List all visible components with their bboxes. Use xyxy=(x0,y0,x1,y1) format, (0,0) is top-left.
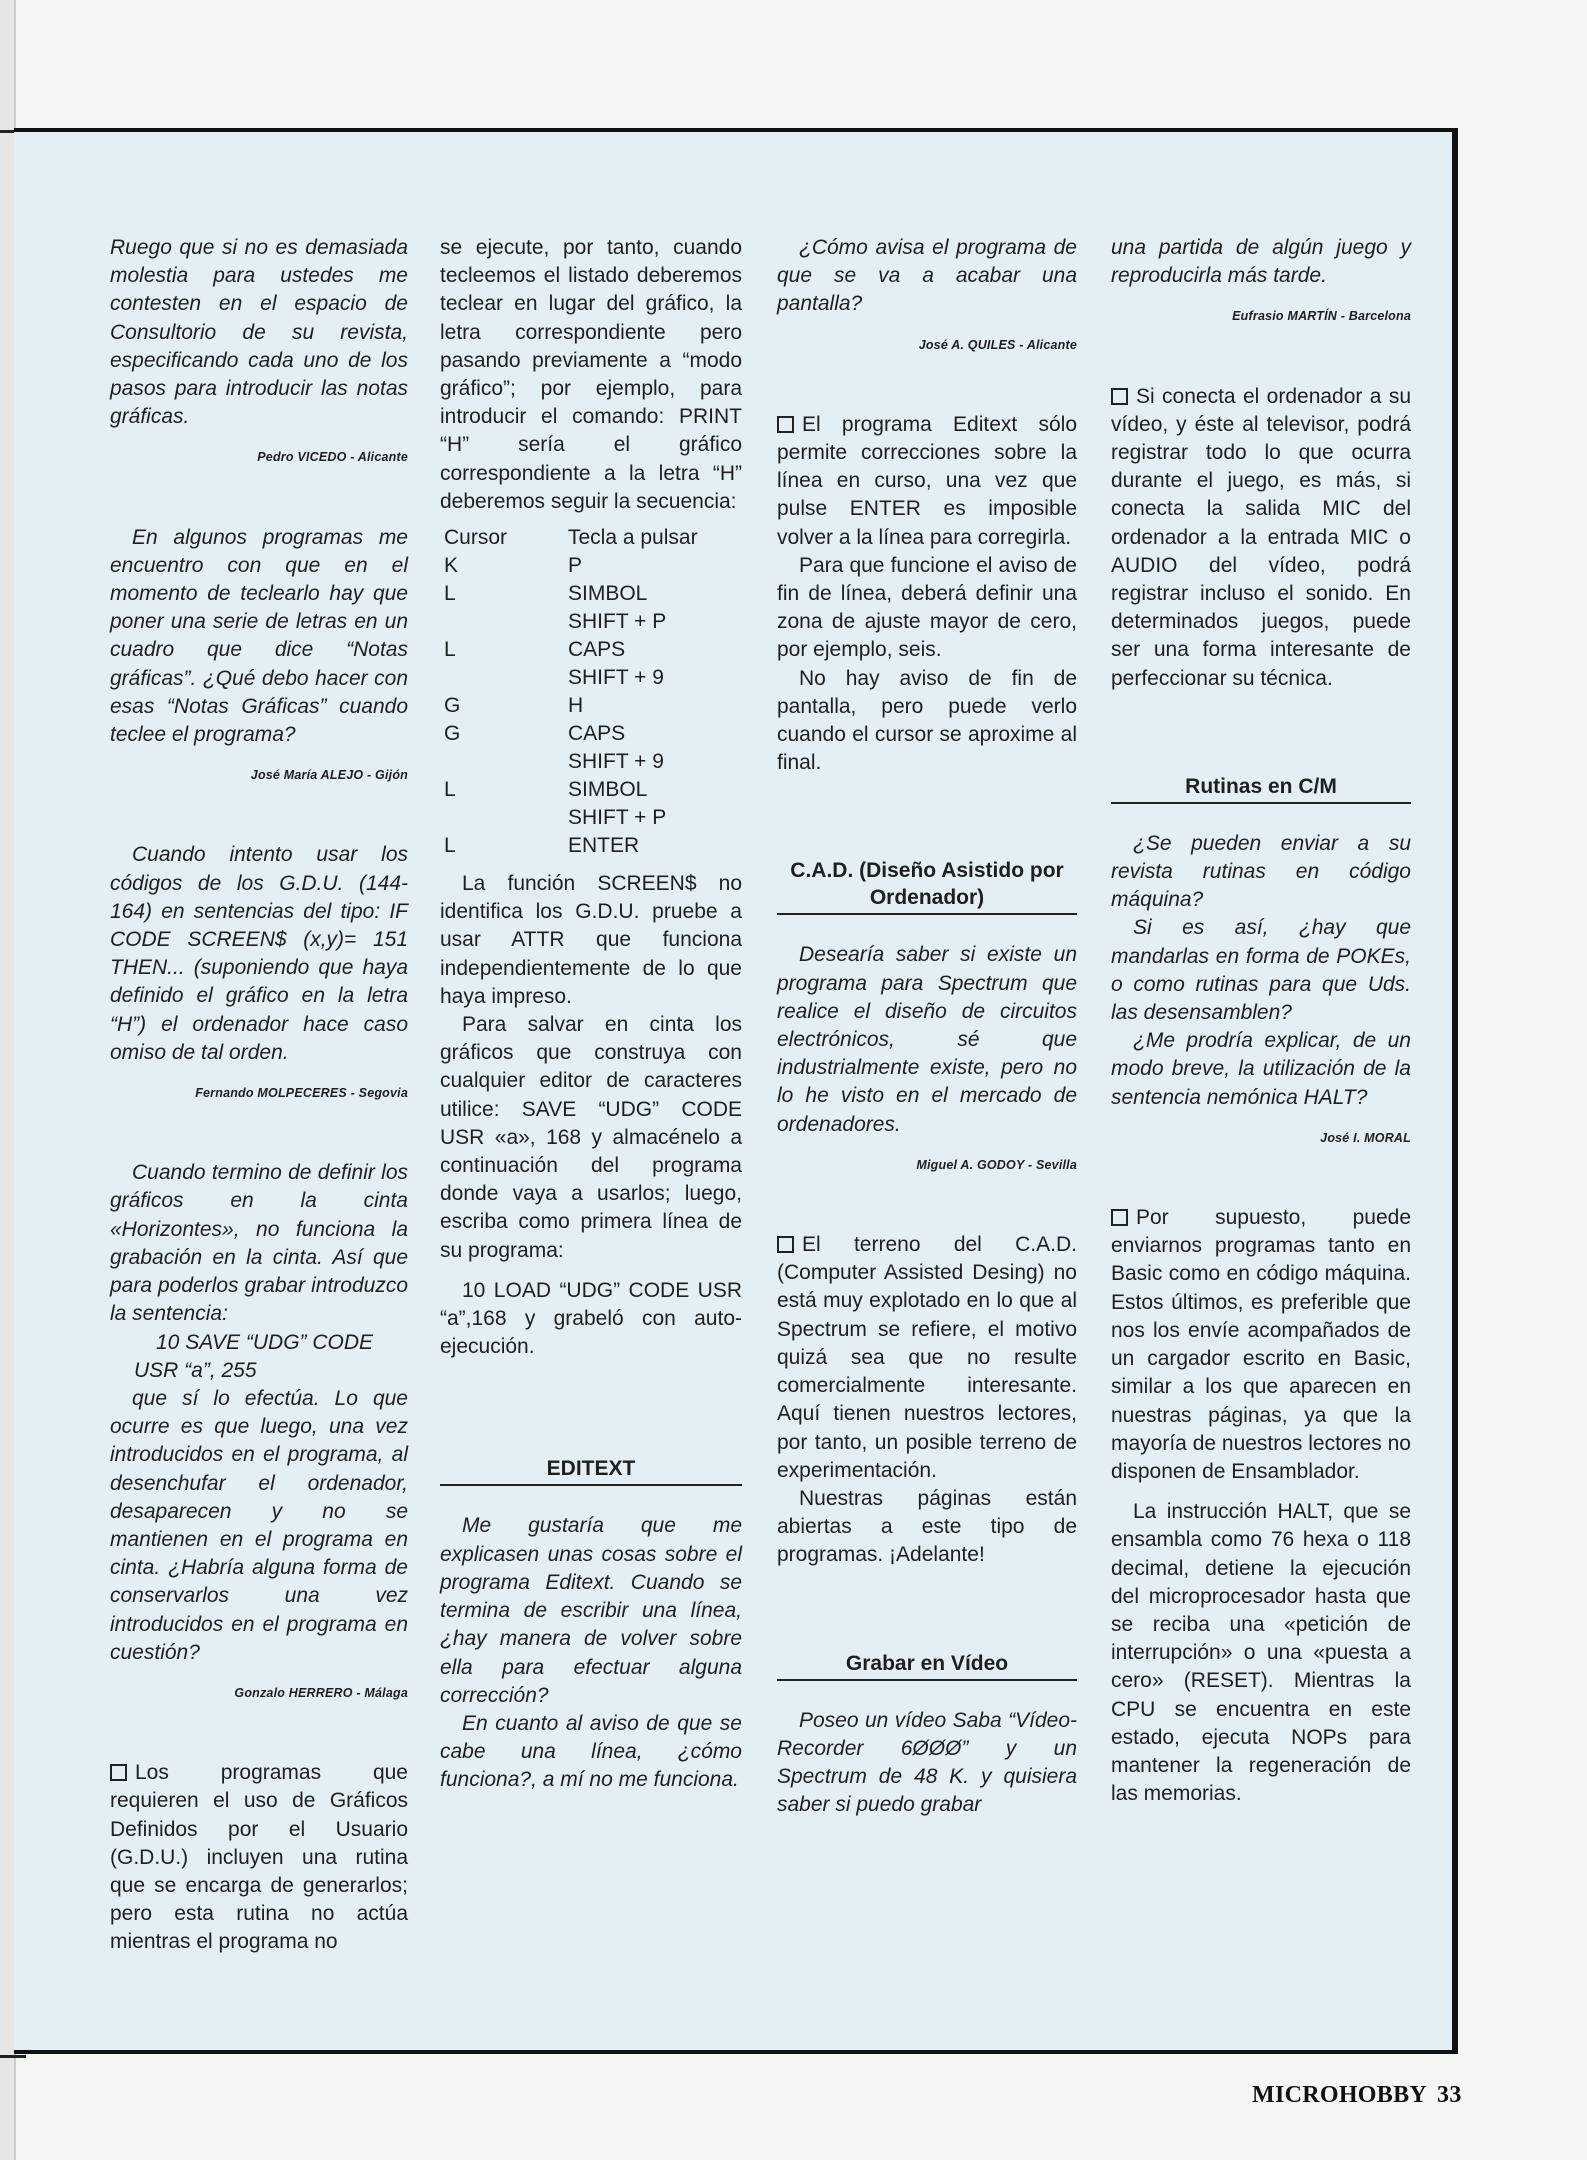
reader-letter: que sí lo efectúa. Lo que ocurre es que luego, una vez introducidos en el programa, al desenchufar el ordenador, desaparecen y no se mantienen en el programa en cinta. ¿Habría alguna forma de conservarlos una vez introducidos en el programa en cuestión? xyxy=(110,1386,408,1664)
answer-paragraph: La función SCREEN$ no identifica los G.D.U. pruebe a usar ATTR que funciona independientemente de lo que haya impreso. xyxy=(440,872,742,1008)
section-heading-editext: EDITEXT xyxy=(440,1455,742,1486)
table-cell: SIMBOL xyxy=(568,582,648,606)
table-row xyxy=(440,804,742,832)
answer-paragraph: se ejecute, por tanto, cuando tecleemos el listado deberemos teclear en lugar del gráfico, la letra correspondiente pero pasando previamente a “modo gráfico”; por ejemplo, para introducir el comando: PRINT “H” sería el gráfico correspondiente a la letra “H” deberemos seguir la secuencia: xyxy=(440,236,742,513)
table-cell: SHIFT + P xyxy=(568,806,667,830)
letter-signature: Eufrasio MARTÍN - Barcelona xyxy=(1232,309,1411,324)
answer-box-icon xyxy=(777,416,794,433)
reader-letter: Me gustaría que me explicasen unas cosas sobre el programa Editext. Cuando se termina de escribir una línea, ¿hay manera de volver sobre ella para efectuar alguna corrección? xyxy=(440,1514,742,1707)
letter-signature: Pedro VICEDO - Alicante xyxy=(257,450,408,465)
table-cell: ENTER xyxy=(568,834,640,858)
answer-paragraph: Nuestras páginas están abiertas a este tipo de programas. ¡Adelante! xyxy=(777,1486,1077,1567)
table-cell: SIMBOL xyxy=(568,778,648,802)
column-1 xyxy=(110,234,408,1957)
magazine-name: MICROHOBBY xyxy=(1252,2082,1428,2108)
table-cell xyxy=(440,804,568,832)
table-cell: P xyxy=(568,554,583,578)
table-cell xyxy=(440,608,568,636)
reader-letter: En algunos programas me encuentro con que en el momento de teclearlo hay que poner una serie de letras en un cuadro que dice “Notas gráficas”. ¿Qué debo hacer con esas “Notas Gráficas” cuando teclee el programa? xyxy=(110,525,408,747)
reader-letter: En cuanto al aviso de que se cabe una línea, ¿cómo funciona?, a mí no me funciona. xyxy=(440,1711,742,1792)
reader-letter: Cuando intento usar los códigos de los G.D.U. (144-164) en sentencias del tipo: IF CODE SCREEN$ (x,y)= 151 THEN... (suponiendo que haya definido el gráfico en la letra “H”) el ordenador hace caso omiso de tal orden. xyxy=(110,843,408,1064)
reader-letter: ¿Me prodría explicar, de un modo breve, la utilización de la sentencia nemónica HALT? xyxy=(1111,1029,1411,1109)
column-2 xyxy=(440,234,742,1795)
table-cell: L xyxy=(444,638,456,662)
page-number: 33 xyxy=(1437,2082,1462,2108)
page-footer xyxy=(1252,2082,1462,2109)
table-cell: L xyxy=(444,834,456,858)
section-heading-cad: C.A.D. (Diseño Asistido por Ordenador) xyxy=(777,857,1077,915)
reader-letter: ¿Cómo avisa el programa de que se va a acabar una pantalla? xyxy=(777,236,1077,316)
table-row xyxy=(440,580,742,608)
answer-paragraph: El terreno del C.A.D. (Computer Assisted Desing) no está muy explotado en lo que al Spectrum se refiere, el motivo quizá sea que no resulte comercialmente interesante. Aquí tienen nuestros lectores, por tanto, un posible terreno de experimentación. xyxy=(777,1233,1077,1482)
letter-signature: José I. MORAL xyxy=(1320,1130,1411,1145)
table-row xyxy=(440,720,742,748)
reader-letter: Cuando termino de definir los gráficos en la cinta «Horizontes», no funciona la grabación en la cinta. Así que para poderlos grabar introduzco la sentencia: xyxy=(110,1161,408,1326)
answer-box-icon xyxy=(110,1764,127,1781)
letter-signature: José A. QUILES - Alicante xyxy=(918,337,1077,352)
table-header: Cursor xyxy=(444,526,508,550)
table-cell: L xyxy=(444,778,456,802)
table-row xyxy=(440,608,742,636)
reader-letter: ¿Se pueden enviar a su revista rutinas en código máquina? xyxy=(1111,831,1411,912)
table-row xyxy=(440,776,742,804)
answer-paragraph: El programa Editext sólo permite correcciones sobre la línea en curso, una vez que pulse ENTER es imposible volver a la línea para corregirla. xyxy=(777,412,1077,549)
answer-box-icon xyxy=(1111,388,1128,405)
reader-letter: Poseo un vídeo Saba “Vídeo-Recorder 6ØØØ” y un Spectrum de 48 K. y quisiera saber si puedo grabar xyxy=(777,1708,1077,1817)
key-sequence-table xyxy=(440,524,742,860)
answer-paragraph: Para que funcione el aviso de fin de línea, deberá definir una zona de ajuste mayor de cero, por ejemplo, seis. xyxy=(777,553,1077,662)
margin-tick xyxy=(0,2055,26,2058)
column-3 xyxy=(777,234,1077,1819)
table-cell: K xyxy=(444,554,459,578)
table-header-row xyxy=(440,524,742,552)
answer-paragraph: Si conecta el ordenador a su vídeo, y éste al televisor, podrá registrar todo lo que ocurra durante el juego, es más, si conecta la salida MIC del ordenador a la entrada MIC o AUDIO del vídeo, podrá registrar incluso el sonido. En determinados juegos, puede ser una forma interesante de perfeccionar su técnica. xyxy=(1111,384,1411,690)
answer-paragraph: La instrucción HALT, que se ensambla como 76 hexa o 118 decimal, detiene la ejecución del microprocesador hasta que se reciba una «petición de interrupción» o una «puesta a cero» (RESET). Mientras la CPU se encuentra en este estado, ejecuta NOPs para mantener la regeneración de las memorias. xyxy=(1111,1500,1411,1806)
letter-signature: José María ALEJO - Gijón xyxy=(250,768,408,783)
reader-letter: Ruego que si no es demasiada molestia para ustedes me contesten en el espacio de Consultorio de su revista, especificando cada uno de los pasos para introducir las notas gráficas. xyxy=(110,236,408,429)
table-cell: G xyxy=(444,694,461,718)
table-cell: H xyxy=(568,694,584,718)
table-cell: SHIFT + 9 xyxy=(568,666,664,690)
answer-paragraph: Los programas que requieren el uso de Gráficos Definidos por el Usuario (G.D.U.) incluyen una rutina que se encarga de generarlos; pero esta rutina no actúa mientras el programa no xyxy=(110,1761,408,1954)
reader-letter: Desearía saber si existe un programa para Spectrum que realice el diseño de circuitos electrónicos, sé que industrialmente existe, pero no lo he visto en el mercado de ordenadores. xyxy=(777,943,1077,1136)
code-line: 10 SAVE “UDG” CODE USR “a”, 255 xyxy=(134,1330,374,1382)
answer-paragraph: Por supuesto, puede enviarnos programas tanto en Basic como en código máquina. Estos últimos, es preferible que nos los envíe acompañados de un cargador escrito en Basic, similar a los que aparecen en nuestras páginas, ya que la mayoría de nuestros lectores no disponen de Ensamblador. xyxy=(1111,1206,1411,1483)
table-row xyxy=(440,832,742,860)
section-heading-video: Grabar en Vídeo xyxy=(777,1650,1077,1681)
table-row xyxy=(440,664,742,692)
answer-box-icon xyxy=(777,1236,794,1253)
table-cell xyxy=(440,748,568,776)
table-row xyxy=(440,692,742,720)
table-cell: CAPS xyxy=(568,638,626,662)
table-cell xyxy=(440,664,568,692)
section-heading-cm: Rutinas en C/M xyxy=(1111,773,1411,804)
reader-letter: Si es así, ¿hay que mandarlas en forma de POKEs, o como rutinas para que Uds. las desensamblen? xyxy=(1111,916,1411,1025)
table-cell: G xyxy=(444,722,461,746)
table-row xyxy=(440,552,742,580)
answer-paragraph: No hay aviso de fin de pantalla, pero puede verlo cuando el cursor se aproxime al final. xyxy=(777,666,1077,775)
column-4 xyxy=(1111,234,1411,1808)
letter-signature: Miguel A. GODOY - Sevilla xyxy=(916,1157,1077,1172)
letter-signature: Gonzalo HERRERO - Málaga xyxy=(234,1685,408,1700)
table-row xyxy=(440,636,742,664)
letter-signature: Fernando MOLPECERES - Segovia xyxy=(195,1086,408,1101)
table-cell: SHIFT + P xyxy=(568,610,667,634)
code-paragraph: 10 LOAD “UDG” CODE USR “a”,168 y grabeló con auto-ejecución. xyxy=(440,1278,742,1359)
answer-box-icon xyxy=(1111,1209,1128,1226)
table-cell: CAPS xyxy=(568,722,626,746)
table-cell: L xyxy=(444,582,456,606)
table-header: Tecla a pulsar xyxy=(568,526,698,550)
reader-letter: una partida de algún juego y reproducirla más tarde. xyxy=(1111,236,1411,288)
answer-paragraph: Para salvar en cinta los gráficos que construya con cualquier editor de caracteres utilice: SAVE “UDG” CODE USR «a», 168 y almacénelo a continuación del programa donde vaya a usarlos; luego, escriba como primera línea de su programa: xyxy=(440,1013,742,1262)
table-cell: SHIFT + 9 xyxy=(568,750,664,774)
table-row xyxy=(440,748,742,776)
